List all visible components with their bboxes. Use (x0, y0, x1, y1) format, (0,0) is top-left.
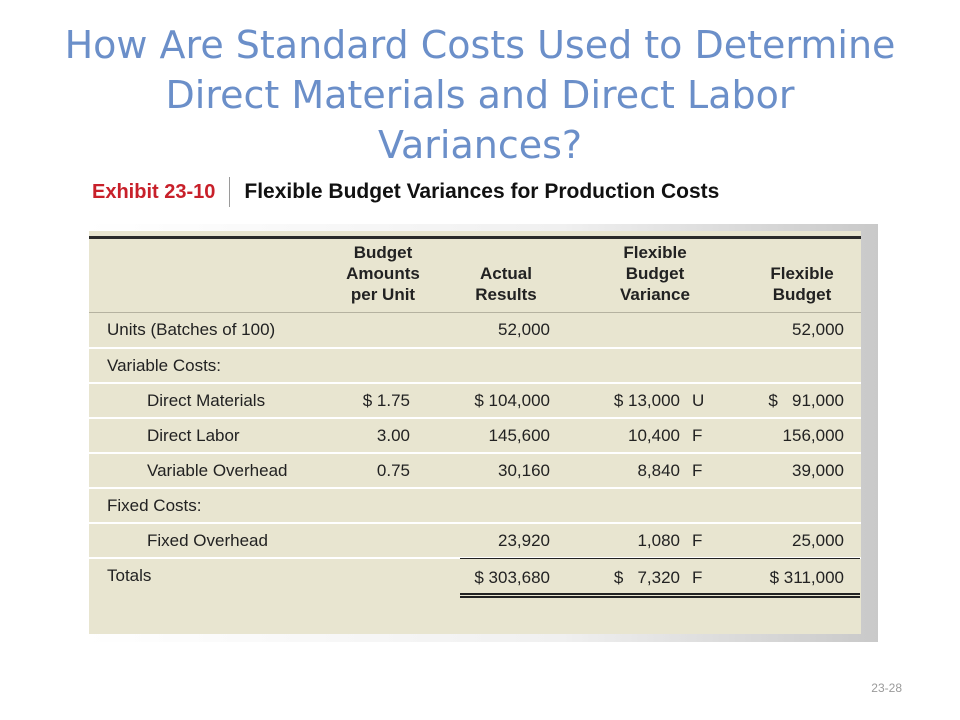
cell-flex-foh: 25,000 (792, 531, 844, 550)
header-line: per Unit (350, 285, 416, 304)
cell-actual-total: $ 303,680 (474, 568, 550, 587)
cell-flex-dl: 156,000 (782, 426, 844, 445)
cell-actual-dm: $ 104,000 (474, 391, 550, 410)
cell-variance-foh: 1,080 (637, 531, 680, 550)
row-label-fixed-overhead: Fixed Overhead (147, 531, 268, 550)
cell-flex-voh: 39,000 (792, 461, 844, 480)
row-separator (89, 382, 861, 384)
cell-variance-total: $ 7,320 (613, 568, 680, 587)
cell-flex-units: 52,000 (792, 320, 844, 339)
row-separator (89, 522, 861, 524)
slide-title: How Are Standard Costs Used to Determine Direct Materials and Direct Labor Variances? (64, 23, 896, 167)
cell-flex-dm: $ 91,000 (768, 391, 844, 410)
cell-actual-foh: 23,920 (498, 531, 550, 550)
cell-flag-total: F (692, 568, 703, 587)
row-separator (89, 417, 861, 419)
subtotal-underline (460, 558, 860, 559)
cell-actual-units: 52,000 (498, 320, 550, 339)
header-line: Variance (620, 285, 690, 304)
total-double-underline (460, 593, 860, 598)
cell-flag-dl: F (692, 426, 703, 445)
header-flexible-budget (756, 263, 848, 305)
page-number: 23-28 (871, 681, 902, 695)
row-separator (89, 487, 861, 489)
header-flexible-budget-variance (596, 242, 714, 305)
cell-flag-dm: U (692, 391, 705, 410)
header-line: Budget (625, 264, 685, 283)
header-top-rule (89, 236, 861, 239)
cell-variance-voh: 8,840 (637, 461, 680, 480)
cell-flex-total: $ 311,000 (769, 568, 844, 587)
header-line: Budget (353, 243, 413, 262)
cell-variance-dm: $ 13,000 (613, 391, 680, 410)
cell-flag-foh: F (692, 531, 703, 550)
exhibit-label: Exhibit 23-10 (92, 180, 216, 203)
exhibit-title: Flexible Budget Variances for Production Costs (244, 180, 720, 203)
header-line: Actual (480, 264, 532, 283)
row-label-totals: Totals (107, 566, 152, 585)
row-label-direct-materials: Direct Materials (147, 391, 266, 410)
cell-per-unit-dm: $ 1.75 (362, 391, 410, 410)
header-line: Results (475, 285, 537, 304)
header-actual-results (460, 263, 552, 305)
row-label-variable-costs: Variable Costs: (107, 356, 222, 375)
cell-actual-dl: 145,600 (488, 426, 550, 445)
header-bottom-rule (89, 312, 861, 313)
header-line: Amounts (346, 264, 420, 283)
row-separator (89, 347, 861, 349)
cell-per-unit-voh: 0.75 (376, 461, 410, 480)
row-label-direct-labor: Direct Labor (147, 426, 240, 445)
header-line: Flexible (623, 243, 687, 262)
row-label-variable-overhead: Variable Overhead (147, 461, 288, 480)
row-label-units: Units (Batches of 100) (107, 320, 276, 339)
cell-flag-voh: F (692, 461, 703, 480)
header-line: Flexible (770, 264, 834, 283)
cell-per-unit-dl: 3.00 (376, 426, 410, 445)
header-budget-per-unit (318, 242, 448, 305)
exhibit-header (92, 174, 719, 210)
row-separator (89, 452, 861, 454)
cell-variance-dl: 10,400 (628, 426, 680, 445)
header-line: Budget (772, 285, 832, 304)
row-label-fixed-costs: Fixed Costs: (107, 496, 202, 515)
cell-actual-voh: 30,160 (498, 461, 550, 480)
